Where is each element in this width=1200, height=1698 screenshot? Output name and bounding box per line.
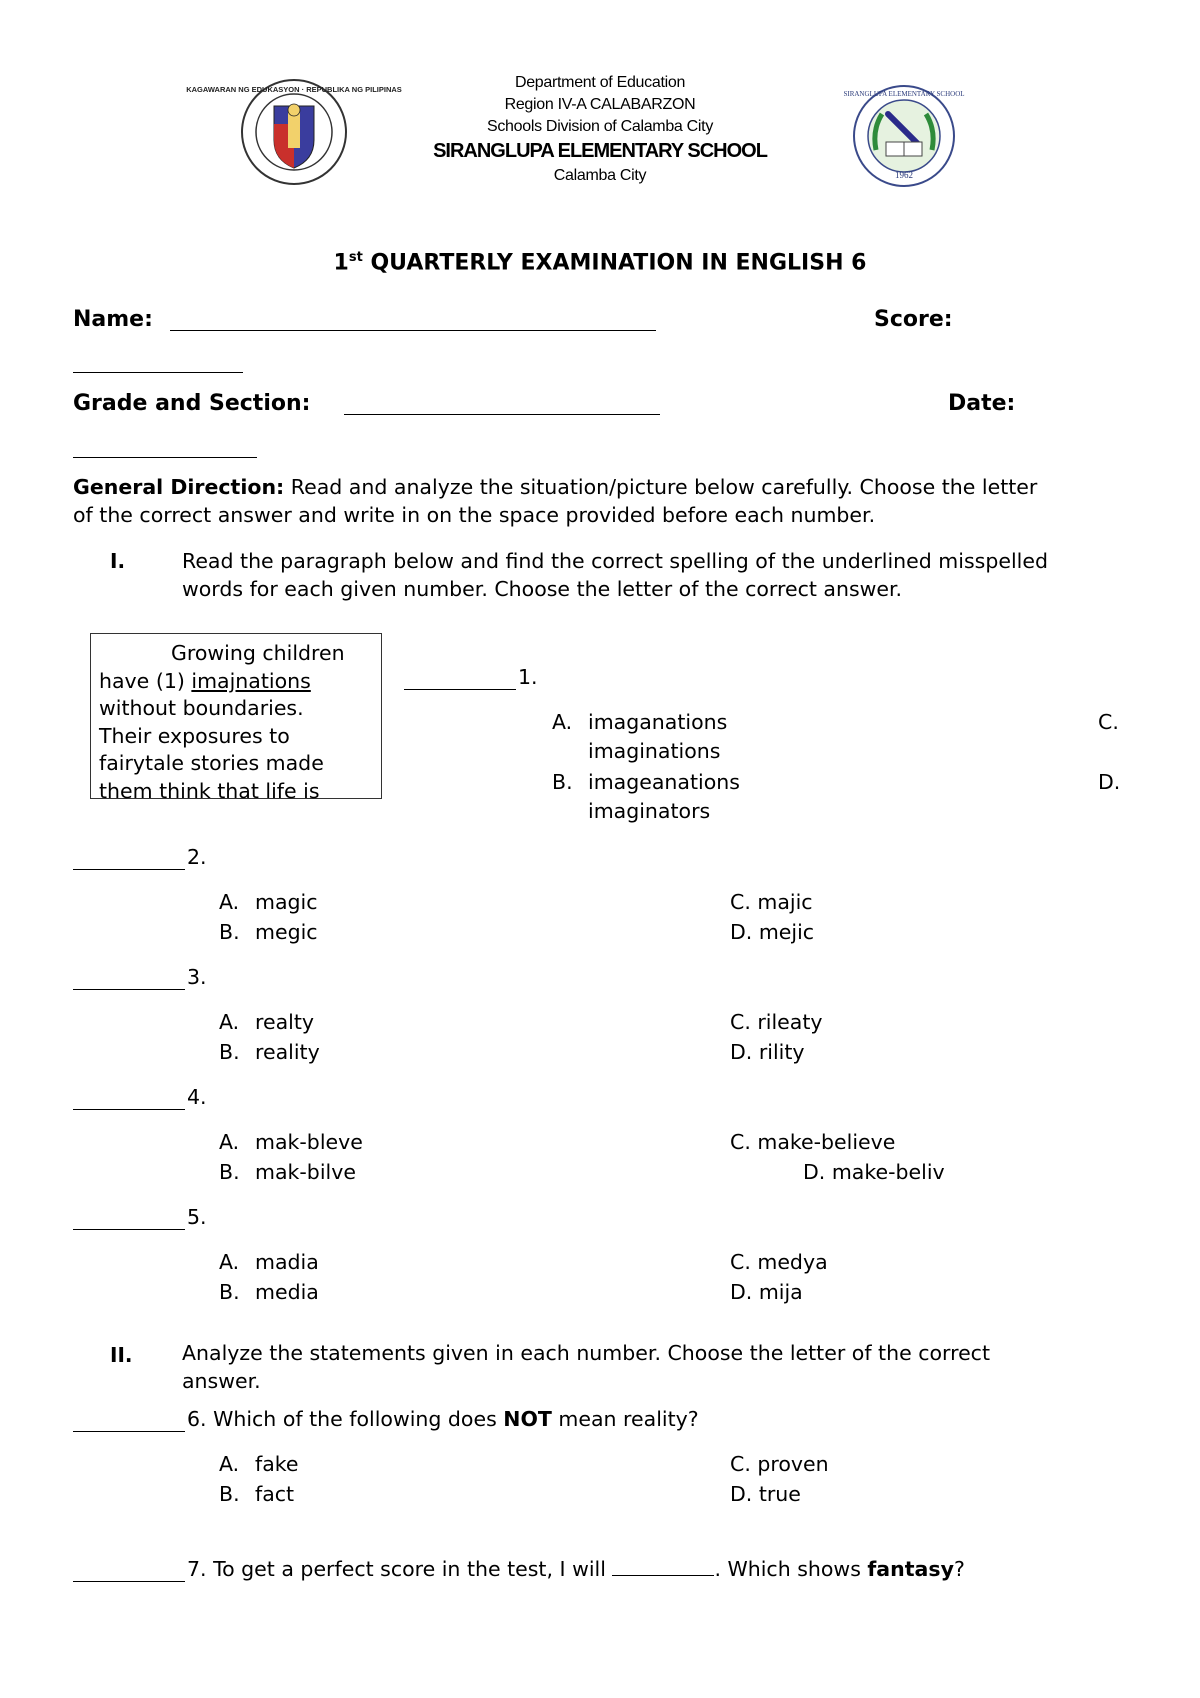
q1-option-c-letter: C. (1098, 710, 1119, 734)
general-direction (73, 474, 1133, 529)
date-blank[interactable] (73, 457, 257, 458)
part2-line-2: answer. (182, 1368, 261, 1393)
q3-option-d[interactable]: D. rility (730, 1040, 805, 1064)
header-region: Region IV-A CALABARZON (504, 96, 696, 113)
q1-option-c[interactable]: imaginations (588, 739, 721, 763)
q4-option-b[interactable]: mak-bilve (255, 1160, 356, 1184)
q6-option-a[interactable]: fake (255, 1452, 299, 1476)
q7-answer-blank[interactable] (73, 1581, 185, 1582)
general-direction-label: General Direction: (73, 475, 285, 499)
passage-line-3: without boundaries. (99, 696, 304, 720)
school-logo-year: 1962 (895, 170, 913, 180)
q2-option-a[interactable]: magic (255, 890, 318, 914)
grade-section-blank[interactable] (344, 414, 660, 415)
header-school-name: SIRANGLUPA ELEMENTARY SCHOOL (433, 140, 767, 162)
passage-line-5: fairytale stories made (99, 751, 324, 775)
exam-title-rest: QUARTERLY EXAMINATION IN ENGLISH 6 (362, 250, 867, 276)
q6-option-a-letter: A. (219, 1452, 240, 1476)
general-direction-text-1: Read and analyze the situation/picture below carefully. Choose the letter (284, 475, 1038, 499)
part1-line-2: words for each given number. Choose the letter of the correct answer. (182, 576, 903, 601)
passage-line-1: Growing children (171, 641, 345, 665)
score-blank[interactable] (73, 372, 243, 373)
q5-option-c[interactable]: C. medya (730, 1250, 828, 1274)
header-department: Department of Education (514, 74, 686, 91)
q1-option-a[interactable]: imaganations (588, 710, 728, 734)
school-logo-text: SIRANGLUPA ELEMENTARY SCHOOL (843, 90, 965, 98)
q7-question: 7. To get a perfect score in the test, I will . Which shows fantasy? (187, 1557, 965, 1581)
q3-answer-blank[interactable] (73, 989, 185, 990)
q3-option-a[interactable]: realty (255, 1010, 315, 1034)
q6-option-b[interactable]: fact (255, 1482, 295, 1506)
q6-option-d[interactable]: D. true (730, 1482, 801, 1506)
deped-seal-text: KAGAWARAN NG EDUKASYON · REPUBLIKA NG PILIPINAS (186, 85, 402, 94)
q5-number: 5. (187, 1205, 207, 1229)
part2-line-1: Analyze the statements given in each number. Choose the letter of the correct (182, 1341, 990, 1365)
q4-option-a-letter: A. (219, 1130, 240, 1154)
part1-line-1: Read the paragraph below and find the correct spelling of the underlined misspelled (182, 549, 1048, 573)
name-label: Name: (73, 307, 153, 332)
q4-option-b-letter: B. (219, 1160, 240, 1184)
q5-option-a[interactable]: madia (255, 1250, 319, 1274)
q7-inline-blank[interactable] (612, 1557, 714, 1576)
passage-box (90, 633, 382, 803)
q1-option-b-letter: B. (552, 770, 573, 794)
exam-title (0, 250, 1200, 275)
part2-instructions (182, 1340, 1142, 1395)
passage-line-6: them think that life is (99, 778, 320, 803)
q1-option-b[interactable]: imageanations (588, 770, 740, 794)
part2-numeral: II. (110, 1343, 133, 1367)
q2-option-d[interactable]: D. mejic (730, 920, 815, 944)
q5-option-d[interactable]: D. mija (730, 1280, 803, 1304)
passage-misspelled-word: imajnations (191, 668, 311, 693)
q6-option-c[interactable]: C. proven (730, 1452, 829, 1476)
q1-option-d[interactable]: imaginators (588, 799, 711, 823)
passage-line-4: Their exposures to (99, 723, 290, 748)
q3-option-c[interactable]: C. rileaty (730, 1010, 823, 1034)
score-label: Score: (874, 307, 953, 332)
q3-number: 3. (187, 965, 207, 989)
q2-option-c[interactable]: C. majic (730, 890, 813, 914)
q5-option-b[interactable]: media (255, 1280, 319, 1304)
header-division: Schools Division of Calamba City (486, 118, 714, 135)
q2-answer-blank[interactable] (73, 869, 185, 870)
q2-option-b[interactable]: megic (255, 920, 318, 944)
q3-option-a-letter: A. (219, 1010, 240, 1034)
q1-option-d-letter: D. (1098, 770, 1121, 794)
grade-section-label: Grade and Section: (73, 391, 311, 416)
q2-number: 2. (187, 845, 207, 869)
q6-emphasis: NOT (503, 1407, 552, 1431)
header-city: Calamba City (553, 167, 647, 184)
q5-option-a-letter: A. (219, 1250, 240, 1274)
q6-option-b-letter: B. (219, 1482, 240, 1506)
date-label: Date: (948, 391, 1016, 416)
q5-option-b-letter: B. (219, 1280, 240, 1304)
q2-option-a-letter: A. (219, 890, 240, 914)
part1-instructions (182, 548, 1142, 603)
q3-option-b[interactable]: reality (255, 1040, 320, 1064)
exam-title-ordinal: 1 (333, 250, 349, 276)
q1-option-a-letter: A. (552, 710, 573, 734)
q1-answer-blank[interactable] (404, 689, 516, 690)
q1-number: 1. (518, 665, 538, 689)
q4-answer-blank[interactable] (73, 1109, 185, 1110)
q4-option-c[interactable]: C. make-believe (730, 1130, 896, 1154)
part1-numeral: I. (110, 549, 126, 573)
q7-emphasis: fantasy (867, 1557, 954, 1581)
passage-line-2: have (1) imajnations (99, 668, 311, 693)
exam-title-sup: st (348, 250, 363, 265)
q3-option-b-letter: B. (219, 1040, 240, 1064)
q4-option-a[interactable]: mak-bleve (255, 1130, 363, 1154)
q2-option-b-letter: B. (219, 920, 240, 944)
q6-question: 6. Which of the following does NOT mean reality? (187, 1407, 699, 1431)
q4-number: 4. (187, 1085, 207, 1109)
q6-answer-blank[interactable] (73, 1431, 185, 1432)
name-blank[interactable] (170, 330, 656, 331)
q4-option-d[interactable]: D. make-beliv (803, 1160, 945, 1184)
q5-answer-blank[interactable] (73, 1229, 185, 1230)
general-direction-text-2: of the correct answer and write in on the space provided before each number. (73, 502, 876, 527)
